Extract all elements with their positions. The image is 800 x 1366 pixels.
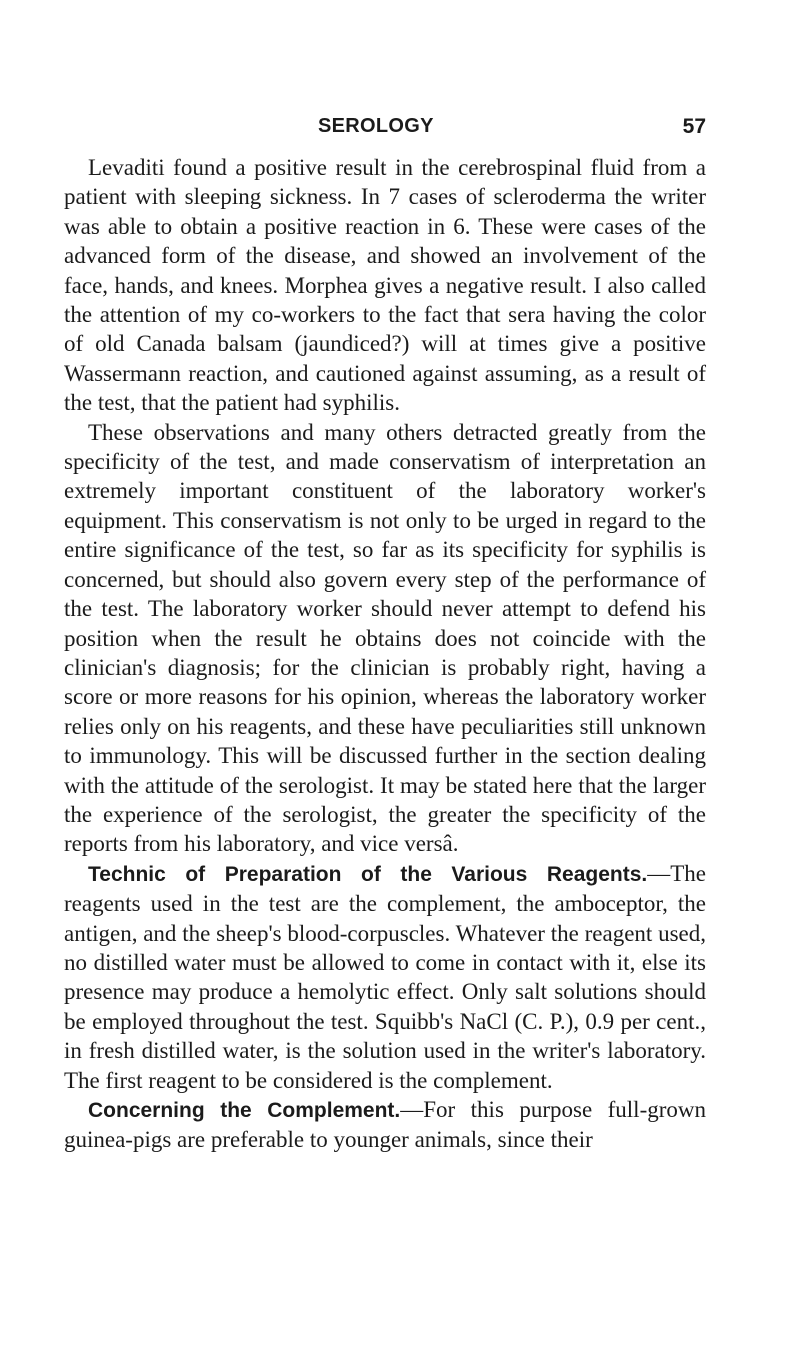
paragraph-4 [64, 1095, 706, 1155]
paragraph-1 [64, 153, 706, 418]
page-number: 57 [682, 115, 706, 138]
paragraph-2 [64, 418, 706, 859]
section-heading-technic: Technic of Preparation of the Various Reagents. [88, 862, 648, 886]
paragraph-text: These observations and many others detracted greatly from the specificity of the test, and made conservatism of interpretation an extremely important constituent of the laboratory worker's equipment. This conservatism is not only to be urged in regard to the entire significance of the test, so far as its specificity for syphilis is concerned, but should also govern every step of the performance of the test. The laboratory worker should never attempt to defend his position when the result he obtains does not coincide with the clinician's diagnosis; for the clinician is probably right, having a score or more reasons for his opinion, whereas the laboratory worker relies only on his reagents, and these have peculiarities still unknown to immunology. This will be discussed further in the section dealing with the attitude of the serologist. It may be stated here that the larger the experience of the serologist, the greater the specificity of the reports from his laboratory, and vice versâ. [64, 419, 706, 857]
running-head [64, 100, 706, 144]
paragraph-text: —The reagents used in the test are the complement, the amboceptor, the antigen, and the sheep's blood-corpuscles. Whatever the reagent used, no distilled water must be allowed to come in contact with it, else its presence may produce a hemolytic effect. Only salt solutions should be employed throughout the test. Squibb's NaCl (C. P.), 0.9 per cent., in fresh distilled water, is the solution used in the writer's laboratory. The first reagent to be considered is the complement. [64, 860, 706, 1093]
section-heading-complement: Concerning the Complement. [88, 1099, 401, 1122]
book-page [64, 100, 706, 1155]
running-title: SEROLOGY [318, 115, 434, 137]
paragraph-3 [64, 859, 706, 1095]
body-text [64, 153, 706, 1155]
paragraph-text: —For this purpose full-grown guinea-pigs are preferable to younger animals, since their [64, 1097, 706, 1153]
paragraph-text: Levaditi found a positive result in the cerebrospinal fluid from a patient with sleeping sickness. In 7 cases of scleroderma the writer was able to obtain a positive reaction in 6. These were cases of the advanced form of the disease, and showed an involvement of the face, hands, and knees. Morphea gives a negative result. I also called the attention of my co-workers to the fact that sera having the color of old Canada balsam (jaundiced?) will at times give a positive Wassermann reaction, and cautioned against assuming, as a result of the test, that the patient had syphilis. [64, 155, 706, 416]
